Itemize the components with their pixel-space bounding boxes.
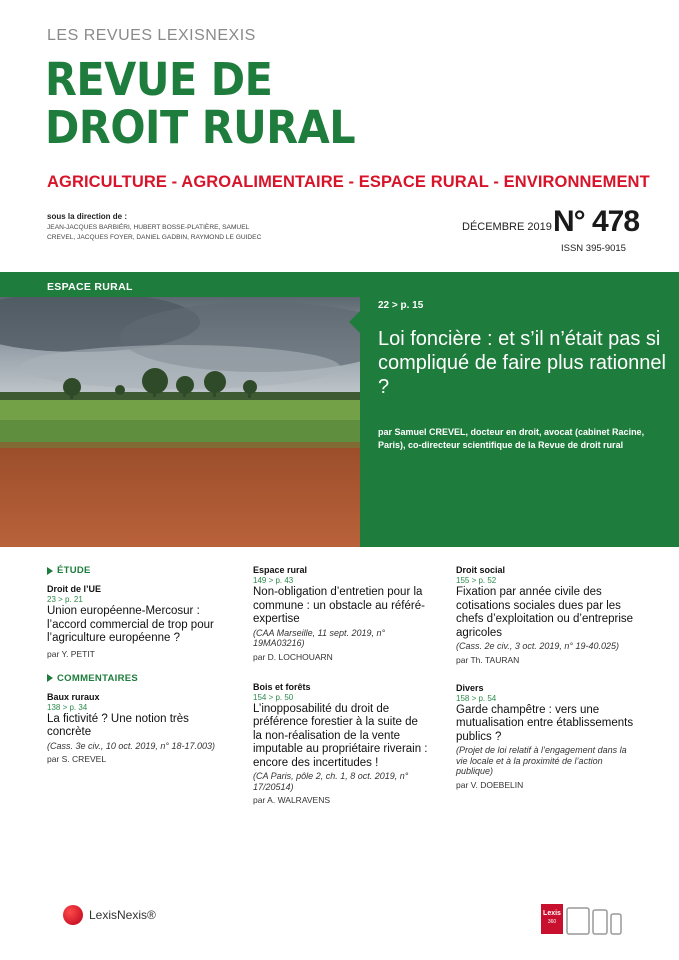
landscape-photo xyxy=(0,297,360,547)
article-item[interactable] xyxy=(47,692,232,765)
publisher-name: LES REVUES LEXISNEXIS xyxy=(47,27,256,44)
journal-title xyxy=(45,53,356,154)
landscape-image xyxy=(0,297,360,547)
article-ref: 155 > p. 52 xyxy=(456,576,497,585)
article-item[interactable] xyxy=(456,683,636,790)
journal-subtitle: AGRICULTURE - AGROALIMENTAIRE - ESPACE RURAL - ENVIRONNEMENT xyxy=(47,173,650,191)
svg-text:360: 360 xyxy=(547,919,557,925)
article-ref: 158 > p. 54 xyxy=(456,693,497,703)
article-author: par D. LOCHOUARN xyxy=(253,651,333,662)
direction-label: sous la direction de : xyxy=(47,212,128,221)
rubric: Espace rural xyxy=(253,565,308,575)
svg-text:Lexis: Lexis xyxy=(543,910,561,917)
section-label: ESPACE RURAL xyxy=(47,281,133,293)
article-citation: (CAA Marseille, 11 sept. 2019, n° 19MA03216) xyxy=(253,627,386,648)
rubric: Droit de l’UE xyxy=(47,584,102,594)
column-3 xyxy=(456,565,636,802)
lexis360-devices-icon xyxy=(541,904,631,936)
article-item[interactable] xyxy=(253,682,428,806)
lexisnexis-logo xyxy=(63,905,156,925)
feature-panel xyxy=(360,276,679,547)
article-ref: 138 > p. 34 xyxy=(47,702,88,712)
column-1 xyxy=(47,565,232,776)
article-citation: (Cass. 3e civ., 10 oct. 2019, n° 18-17.003) xyxy=(47,740,216,751)
article-citation: (CA Paris, pôle 2, ch. 1, 8 oct. 2019, n° 17/20514) xyxy=(253,771,409,792)
rubric: Divers xyxy=(456,682,484,693)
rubric: Droit social xyxy=(456,565,506,575)
article-title[interactable]: Union européenne-Mercosur : l’accord commercial de trop pour l’agriculture européenne ? xyxy=(47,605,214,644)
triangle-icon xyxy=(47,674,53,682)
article-citation: (Cass. 2e civ., 3 oct. 2019, n° 19-40.025) xyxy=(456,641,620,651)
issn: ISSN 395-9015 xyxy=(561,243,626,254)
article-ref: 23 > p. 21 xyxy=(47,595,83,604)
article-title[interactable]: Garde champêtre : vers une mutualisation entre établissements publics ? xyxy=(456,703,634,743)
article-citation: (Projet de loi relatif à l’engagement dans la vie locale et à la proximité de l’action publique) xyxy=(456,745,627,776)
article-title[interactable]: Non-obligation d’entretien pour la commune : un obstacle au référé-expertise xyxy=(253,586,425,625)
article-author: par V. DOEBELIN xyxy=(456,779,524,790)
lexisnexis-logo-icon xyxy=(63,905,83,925)
feature-title[interactable]: Loi foncière : et s’il n’était pas si compliqué de faire plus rationnel ? xyxy=(378,328,666,398)
article-ref: 149 > p. 43 xyxy=(253,576,294,585)
panel-notch xyxy=(349,311,360,333)
rubric: Baux ruraux xyxy=(47,691,100,702)
article-title[interactable]: Fixation par année civile des cotisations sociales dues par les chefs d’exploitation ou d’entreprise agricoles xyxy=(456,586,634,639)
journal-title-line2: DROIT RURAL xyxy=(45,101,356,154)
issue-date: DÉCEMBRE 2019 - xyxy=(462,221,559,233)
feature-ref: 22 > p. 15 xyxy=(378,300,424,311)
article-title[interactable]: La fictivité ? Une notion très concrète xyxy=(47,712,189,738)
category-commentaires: COMMENTAIRES xyxy=(47,673,232,684)
rubric: Bois et forêts xyxy=(253,681,311,692)
article-author: par A. WALRAVENS xyxy=(253,795,330,805)
feature-author: par Samuel CREVEL, docteur en droit, avocat (cabinet Racine, Paris), co-directeur scientifique de la Revue de droit rural xyxy=(378,427,645,450)
article-ref: 154 > p. 50 xyxy=(253,692,294,702)
article-author: par Th. TAURAN xyxy=(456,654,520,665)
journal-title-line1: REVUE DE xyxy=(45,53,273,106)
article-item[interactable] xyxy=(253,565,428,662)
category-etude: ÉTUDE xyxy=(47,565,232,576)
lexisnexis-logo-text: LexisNexis® xyxy=(89,908,156,922)
article-item[interactable] xyxy=(456,565,636,665)
triangle-icon xyxy=(47,567,53,575)
article-item[interactable] xyxy=(47,584,232,659)
article-author: par Y. PETIT xyxy=(47,648,95,659)
issue-number: N° 478 xyxy=(553,205,640,238)
column-2 xyxy=(253,565,428,817)
article-author: par S. CREVEL xyxy=(47,754,107,764)
article-title[interactable]: L’inopposabilité du droit de préférence forestier à la suite de la non-réalisation de la vente imputable au propriétaire riverain : encore des incertitudes ! xyxy=(253,702,428,769)
directors-list: JEAN-JACQUES BARBIÉRI, HUBERT BOSSE-PLATIÈRE, SAMUEL CREVEL, JACQUES FOYER, DANIEL GADBIN, RAYMOND LE GUIDEC xyxy=(47,224,262,241)
